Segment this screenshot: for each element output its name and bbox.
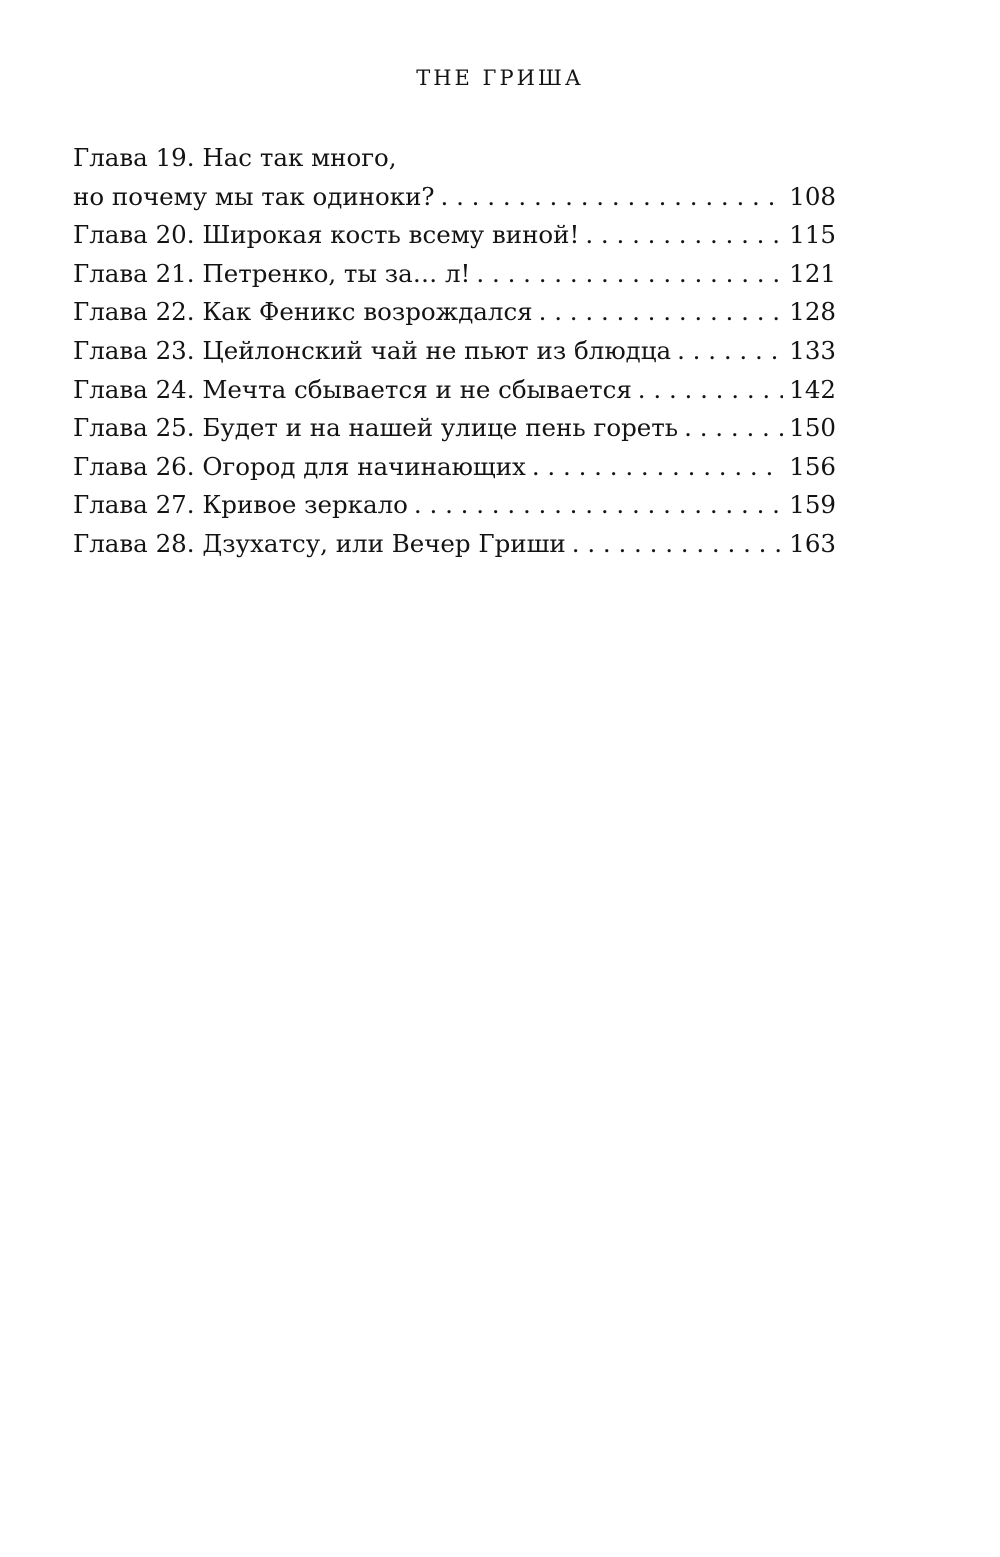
dot-leader — [585, 216, 783, 255]
toc-entry — [73, 216, 836, 255]
toc-page-number: 133 — [789, 335, 836, 365]
toc-page-number: 159 — [789, 490, 836, 520]
toc-page-number: 115 — [789, 220, 836, 250]
toc-entry — [73, 255, 836, 294]
dot-leader — [539, 293, 784, 332]
toc-entry — [73, 178, 836, 217]
toc-entry-title: Глава 23. Цейлонский чай не пьют из блюдца — [73, 335, 672, 365]
dot-leader — [476, 255, 783, 294]
toc-page-number: 128 — [789, 297, 836, 327]
running-head: ТНЕ ГРИША — [416, 66, 584, 90]
toc-page-number: 150 — [789, 413, 836, 443]
dot-leader — [677, 332, 783, 371]
toc-entry-title: Глава 26. Огород для начинающих — [73, 451, 526, 481]
dot-leader — [572, 525, 783, 564]
toc-page-number: 156 — [789, 451, 836, 481]
toc-entry-title: Глава 20. Широкая кость всему виной! — [73, 220, 580, 250]
toc-entry-title: Глава 28. Дзухатсу, или Вечер Гриши — [73, 528, 566, 558]
toc-entry-title: Глава 27. Кривое зеркало — [73, 490, 408, 520]
toc-entry — [73, 293, 836, 332]
toc-entry — [73, 448, 836, 487]
toc-entry-title: Глава 22. Как Феникс возрождался — [73, 297, 533, 327]
toc-page-number: 121 — [789, 258, 836, 288]
toc-entry-title: Глава 19. Нас так много, — [73, 143, 397, 172]
toc-entry — [73, 486, 836, 525]
toc-page-number: 108 — [789, 181, 836, 211]
dot-leader — [532, 448, 783, 487]
toc-page-number: 163 — [789, 528, 836, 558]
toc-entry-title: Глава 21. Петренко, ты за… л! — [73, 258, 471, 288]
toc-entry-title: но почему мы так одиноки? — [73, 181, 435, 211]
toc-entry — [73, 332, 836, 371]
dot-leader — [441, 178, 784, 217]
toc-page-number: 142 — [789, 374, 836, 404]
toc-entry — [73, 525, 836, 564]
toc-entry — [73, 409, 836, 448]
toc-entry-first-line — [73, 139, 836, 178]
dot-leader — [414, 486, 783, 525]
toc-entry-title: Глава 25. Будет и на нашей улице пень гореть — [73, 413, 679, 443]
dot-leader — [684, 409, 783, 448]
table-of-contents — [73, 139, 836, 564]
dot-leader — [638, 371, 783, 410]
toc-entry-title: Глава 24. Мечта сбывается и не сбывается — [73, 374, 632, 404]
toc-entry — [73, 371, 836, 410]
